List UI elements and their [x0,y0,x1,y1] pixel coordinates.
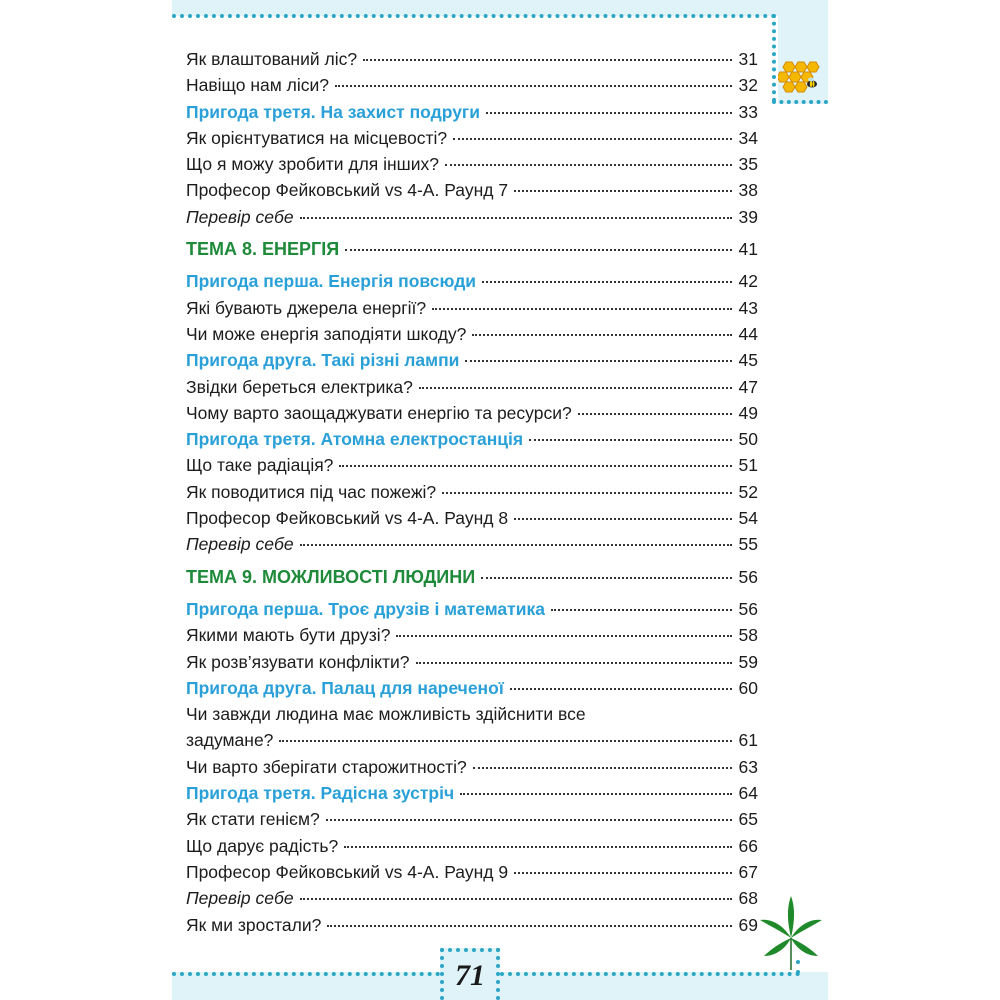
toc-entry-title: Пригода третя. Атомна електростанція [186,429,524,450]
toc-entry-title: Пригода третя. На захист подруги [186,101,480,122]
bottom-dotted-border-right [500,972,800,976]
dot-leader [510,688,732,690]
dot-leader [432,308,732,310]
toc-entry-page: 69 [738,914,758,935]
dot-leader [472,334,732,336]
dot-leader [578,413,732,415]
toc-entry [186,295,758,321]
toc-entry [186,204,758,230]
toc-entry-title: Якими мають бути друзі? [186,625,391,646]
toc-entry [186,596,758,622]
toc-entry [186,400,758,426]
toc-entry-title: Як влаштований ліс? [186,49,358,69]
toc-entry-page: 56 [738,566,758,587]
toc-entry-page: 35 [738,154,758,175]
toc-entry [186,564,758,590]
toc-entry-page: 55 [738,534,758,555]
dot-leader [453,138,732,140]
toc-entry-page: 54 [738,508,758,529]
dot-leader [419,387,732,389]
toc-entry-title: Чи варто зберігати старожитності? [186,756,467,777]
dot-leader [445,164,732,166]
toc-entry-title: задумане? [186,730,274,751]
toc-entry-title: Що я можу зробити для інших? [186,154,439,175]
toc-entry-page: 44 [738,323,758,344]
toc-entry [186,505,758,531]
toc-entry-title: Як розв’язувати конфлікти? [186,651,410,672]
dot-leader [482,281,732,283]
toc-entry-page: 32 [738,75,758,96]
chestnut-leaf-icon [758,894,824,972]
dot-leader [529,439,732,441]
toc-entry-title: Що таке радіація? [186,455,334,476]
dot-leader [326,819,732,821]
toc-entry-page: 52 [738,481,758,502]
toc-entry-title: Професор Фейковський vs 4-А. Раунд 7 [186,180,509,201]
toc-entry-page: 39 [738,206,758,227]
dot-leader [339,465,732,467]
toc-entry [186,347,758,373]
honeycomb-bee-icon [778,60,822,98]
toc-entry [186,374,758,400]
table-of-contents [186,46,758,938]
page-number: 71 [455,959,485,992]
toc-entry-title: Чи може енергія заподіяти шкоду? [186,323,467,344]
toc-entry [186,806,758,832]
toc-entry-page: 63 [738,756,758,777]
dot-leader [363,59,732,61]
toc-entry-title: Чому варто заощаджувати енергію та ресурси? [186,402,572,423]
dot-leader [344,846,732,848]
toc-entry-page: 41 [738,239,758,260]
dot-leader [345,249,732,251]
dot-leader [300,544,732,546]
toc-entry-title: Пригода третя. Радісна зустріч [186,783,455,804]
toc-entry [186,125,758,151]
toc-entry-title: Професор Фейковський vs 4-А. Раунд 9 [186,861,509,882]
toc-entry-title: Пригода перша. Троє друзів і математика [186,598,545,619]
dot-leader [473,767,732,769]
toc-entry-page: 58 [738,625,758,646]
toc-entry [186,72,758,98]
dot-leader [514,872,732,874]
right-dotted-border-bottom [772,100,828,104]
toc-entry-title: Пригода друга. Такі різні лампи [186,350,460,371]
toc-entry-title: Що дарує радість? [186,835,339,856]
toc-entry-title: Як орієнтуватися на місцевості? [186,127,448,148]
toc-entry-page: 61 [738,730,758,751]
dot-leader [551,609,732,611]
toc-entry-page: 59 [738,651,758,672]
dot-leader [442,492,732,494]
toc-entry-page: 38 [738,180,758,201]
toc-entry-page: 65 [738,809,758,830]
toc-entry-page: 33 [738,101,758,122]
toc-entry [186,151,758,177]
toc-entry-page: 66 [738,835,758,856]
toc-entry [186,754,758,780]
toc-entry [186,727,758,753]
dot-leader [486,112,732,114]
dot-leader [327,925,732,927]
right-dotted-border [772,14,776,102]
toc-entry-title: Які бувають джерела енергії? [186,297,427,318]
toc-entry [186,701,758,727]
toc-entry-title: ТЕМА 9. МОЖЛИВОСТІ ЛЮДИНИ [186,566,476,587]
dot-leader [300,217,732,219]
toc-entry [186,531,758,557]
toc-entry-page: 51 [738,455,758,476]
toc-entry-page: 31 [738,49,758,69]
toc-entry [186,675,758,701]
toc-entry-title: Як ми зростали? [186,914,322,935]
toc-entry [186,236,758,262]
toc-entry [186,885,758,911]
toc-entry [186,912,758,938]
toc-entry-page: 56 [738,598,758,619]
top-dotted-border [172,14,776,18]
dot-leader [279,740,732,742]
toc-entry-title: Перевір себе [186,534,294,555]
toc-entry [186,833,758,859]
toc-entry-page: 42 [738,271,758,292]
toc-entry [186,622,758,648]
toc-entry-title: Перевір себе [186,888,294,909]
toc-entry [186,268,758,294]
dot-leader [514,190,732,192]
dot-leader [300,898,732,900]
toc-entry-title: Перевір себе [186,206,294,227]
toc-entry-page: 64 [738,783,758,804]
toc-entry-page: 34 [738,127,758,148]
toc-entry-page: 67 [738,861,758,882]
toc-entry-page: 47 [738,376,758,397]
toc-entry-title: Пригода перша. Енергія повсюди [186,271,477,292]
toc-entry [186,426,758,452]
toc-entry-title: Навіщо нам ліси? [186,75,329,96]
dot-leader [460,793,732,795]
toc-entry-title: Професор Фейковський vs 4-А. Раунд 8 [186,508,509,529]
dot-leader [481,577,732,579]
bottom-dotted-border-left [172,972,440,976]
dot-leader [514,518,732,520]
toc-entry-title: Звідки береться електрика? [186,376,413,397]
toc-entry-page: 60 [738,677,758,698]
toc-entry [186,99,758,125]
dot-leader [416,662,732,664]
toc-entry [186,177,758,203]
toc-entry [186,859,758,885]
toc-entry [186,479,758,505]
toc-entry-page: 49 [738,402,758,423]
toc-entry-page: 43 [738,297,758,318]
dot-leader [335,85,732,87]
toc-entry-title: Як поводитися під час пожежі? [186,481,437,502]
toc-entry-page: 45 [738,350,758,371]
toc-entry [186,780,758,806]
toc-entry [186,649,758,675]
toc-entry-page: 68 [738,888,758,909]
toc-entry [186,452,758,478]
toc-entry [186,321,758,347]
toc-entry-title: Пригода друга. Палац для нареченої [186,677,504,698]
toc-entry-page: 50 [738,429,758,450]
toc-entry-title: ТЕМА 8. ЕНЕРГІЯ [186,239,340,260]
dot-leader [465,360,732,362]
toc-entry-title: Як стати генієм? [186,809,320,830]
bottom-band [172,972,828,1000]
toc-entry [186,46,758,72]
page-number-box [440,948,500,1000]
dot-leader [396,635,732,637]
toc-entry-title: Чи завжди людина має можливість здійснити все [186,704,586,725]
